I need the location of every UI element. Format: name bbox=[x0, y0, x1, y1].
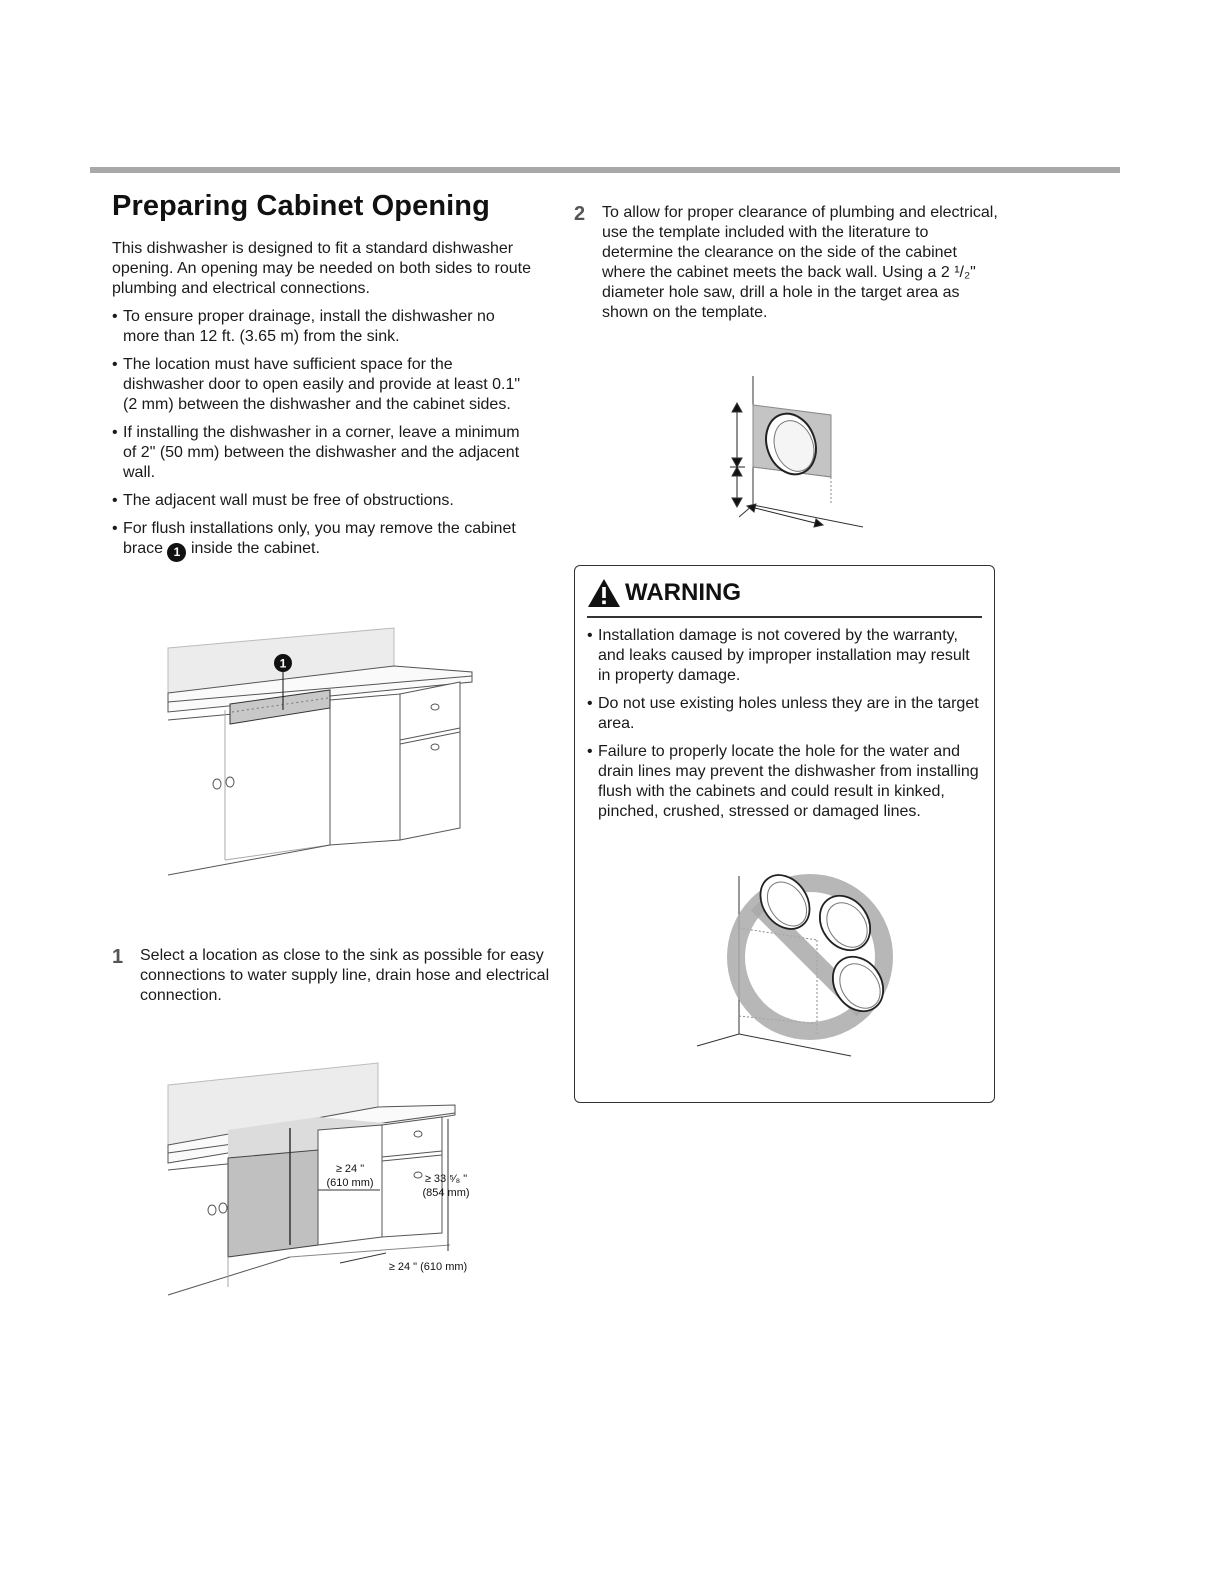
list-item: • If installing the dishwasher in a corner, leave a minimum of 2" (50 mm) between the dishwasher and the adjacent wall. bbox=[112, 423, 532, 483]
step-number: 1 bbox=[112, 946, 124, 968]
brace-text-before: For flush installations only, you may remove the cabinet brace bbox=[123, 520, 516, 557]
list-item: • To ensure proper drainage, install the dishwasher no more than 12 ft. (3.65 m) from the sink. bbox=[112, 307, 532, 347]
warning-divider bbox=[587, 616, 982, 618]
list-item: • Installation damage is not covered by the warranty, and leaks caused by improper installation may result in property damage. bbox=[587, 626, 982, 686]
left-column bbox=[112, 190, 532, 570]
list-item: • Failure to properly locate the hole for the water and drain lines may prevent the dishwasher from installing flush with the cabinets and could result in kinked, pinched, crushed, stressed or damaged lines. bbox=[587, 742, 982, 822]
warning-list bbox=[587, 626, 982, 830]
warning-header bbox=[587, 578, 741, 608]
width-label: ≥ 24 " bbox=[335, 1163, 365, 1175]
depth-label: ≥ 24 " (610 mm) bbox=[388, 1261, 468, 1273]
cabinet-brace-illustration bbox=[160, 620, 480, 885]
step-text: Select a location as close to the sink as possible for easy connections to water supply line, drain hose and electrical connection. bbox=[140, 947, 550, 1004]
prohibited-holes-illustration bbox=[693, 866, 898, 1061]
top-rule bbox=[90, 167, 1120, 173]
right-column bbox=[574, 203, 998, 323]
requirements-list bbox=[112, 307, 532, 562]
step-2 bbox=[574, 203, 998, 323]
warning-box bbox=[574, 565, 995, 1103]
callout-badge: 1 bbox=[167, 543, 186, 562]
warning-triangle-icon bbox=[587, 578, 621, 608]
intro-paragraph: This dishwasher is designed to fit a standard dishwasher opening. An opening may be needed on both sides to route plumbing and electrical connections. bbox=[112, 240, 531, 297]
width-label-metric: (610 mm) bbox=[326, 1177, 374, 1189]
page-title: Preparing Cabinet Opening bbox=[112, 190, 490, 222]
opening-dimensions-illustration bbox=[160, 1055, 480, 1300]
callout-label: 1 bbox=[279, 656, 287, 671]
step-number: 2 bbox=[574, 203, 586, 225]
list-item: • Do not use existing holes unless they are in the target area. bbox=[587, 694, 982, 734]
height-label: ≥ 33 ⁵⁄₈ " bbox=[424, 1173, 468, 1185]
list-item: • The adjacent wall must be free of obstructions. bbox=[112, 491, 532, 511]
step-text: To allow for proper clearance of plumbing and electrical, use the template included with the literature to determine the clearance on the side of the cabinet where the cabinet meets the back wall. Using a 2 ¹/₂" diameter hole saw, drill a hole in the target area as shown on the template. bbox=[602, 204, 998, 321]
warning-title: WARNING bbox=[625, 579, 741, 606]
brace-text-after: inside the cabinet. bbox=[190, 540, 320, 557]
list-item: • The location must have sufficient space for the dishwasher door to open easily and provide at least 0.1" (2 mm) between the dishwasher and the cabinet sides. bbox=[112, 355, 532, 415]
hole-template-illustration bbox=[725, 372, 870, 537]
list-item-brace bbox=[112, 519, 532, 562]
step-1 bbox=[112, 946, 560, 1006]
height-label-metric: (854 mm) bbox=[422, 1187, 470, 1199]
